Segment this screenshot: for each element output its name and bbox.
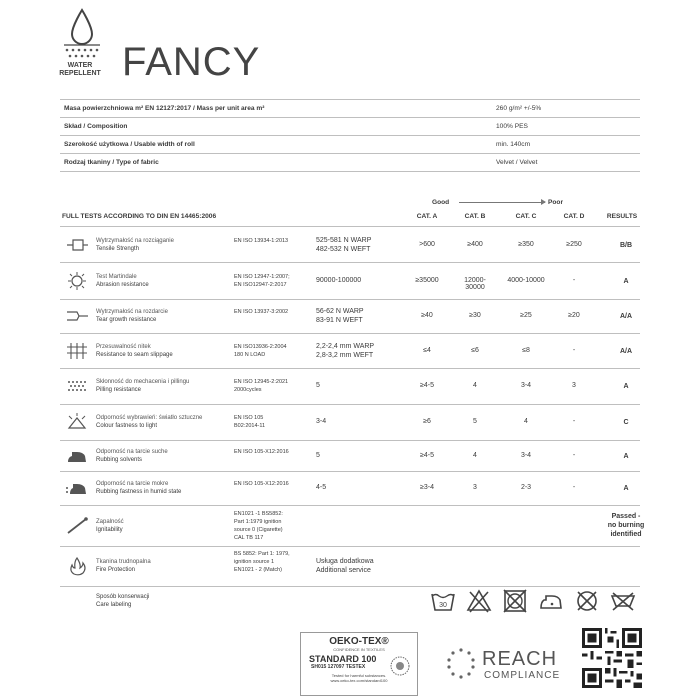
test-name <box>96 343 236 359</box>
cat-b-value: 5 <box>473 418 477 425</box>
std-line: EN1021 - 2 (Match) <box>234 567 282 573</box>
test-row <box>60 404 640 441</box>
spec-row <box>60 136 640 154</box>
rub-wet-icon <box>65 478 89 498</box>
test-row <box>60 227 640 263</box>
test-standard <box>234 343 314 359</box>
test-value <box>316 307 396 325</box>
value-line: Usługa dodatkowa <box>316 558 374 565</box>
test-name <box>96 448 236 464</box>
test-name-pl: Odporność na tarcie mokre <box>96 481 169 487</box>
cat-c-value: ≥25 <box>520 312 532 319</box>
rub-dry-icon <box>65 446 89 466</box>
test-name-en: Ignitability <box>96 527 123 533</box>
std-line: EN ISO 13937-3:2002 <box>234 309 289 315</box>
cat-b-value: ≥30 <box>469 312 481 319</box>
test-name-en: Abrasion resistance <box>96 282 149 288</box>
oeko-code: SH015 127097 TESTEX <box>311 664 366 670</box>
result-value <box>604 382 648 391</box>
std-line: EN ISO 105-X12:2016 <box>234 449 289 455</box>
std-line: source 0 (Cigarette) <box>234 527 283 533</box>
result-line: B/B <box>619 242 633 249</box>
result-value <box>604 418 648 427</box>
cat-c-value: 4000-10000 <box>507 277 545 284</box>
test-name <box>96 273 236 289</box>
oeko-seal-icon <box>389 655 411 677</box>
value-line: 3-4 <box>316 418 327 425</box>
result-value <box>604 452 648 461</box>
reach-stars-icon <box>444 646 478 680</box>
value-line: 4-5 <box>316 484 327 491</box>
test-name-pl: Skłonność do mechacenia i pillingu <box>96 379 190 385</box>
dry-flat-icon <box>610 588 636 614</box>
test-name-pl: Odporność na tarcie suche <box>96 449 168 455</box>
test-row <box>60 299 640 334</box>
result-line: A/A <box>619 348 633 355</box>
no-bleach-icon <box>466 588 492 614</box>
test-value <box>316 342 396 360</box>
std-line: B02:2014-11 <box>234 423 266 429</box>
test-name-en: Pilling resistance <box>96 387 142 393</box>
product-title: FANCY <box>122 40 261 84</box>
cat-c-value: ≥350 <box>518 241 534 248</box>
test-standard <box>234 448 314 456</box>
result-line: A/A <box>619 313 633 320</box>
result-value <box>604 347 648 356</box>
test-standard <box>234 414 314 430</box>
value-line: 5 <box>316 452 320 459</box>
tests-title: FULL TESTS ACCORDING TO DIN EN 14465:2006 <box>62 213 217 220</box>
std-line: 180 N LOAD <box>234 352 266 358</box>
ignition-icon <box>65 516 89 536</box>
std-line: EN ISO12947-2:2017 <box>234 282 287 288</box>
test-standard <box>234 237 314 245</box>
result-value <box>604 512 648 539</box>
col-cat-b: CAT. B <box>464 213 486 220</box>
test-value <box>316 276 396 285</box>
col-cat-a: CAT. A <box>416 213 438 220</box>
test-name-pl: Test Martindale <box>96 274 137 280</box>
test-value <box>316 557 396 575</box>
badge-line1: WATER <box>67 62 93 69</box>
test-name-en: Colour fastness to light <box>96 423 158 429</box>
cat-a-value: ≥35000 <box>415 277 439 284</box>
col-results: RESULTS <box>606 213 638 220</box>
cat-c-value: ≤8 <box>522 347 530 354</box>
pilling-icon <box>65 376 89 396</box>
result-value <box>604 312 648 321</box>
test-row <box>60 333 640 369</box>
result-line: Passed - <box>611 513 641 520</box>
std-line: EN ISO 13934-1:2013 <box>234 238 289 244</box>
test-value <box>316 417 396 426</box>
spec-label: Skład / Composition <box>64 123 128 130</box>
cat-b-value: 12000-30000 <box>464 277 486 291</box>
oeko-url: www.oeko-tex.com/standard100 <box>330 678 388 683</box>
std-line: 2000cycles <box>234 387 262 393</box>
test-row <box>60 546 640 587</box>
test-name-en: Rubbing fastness in humid state <box>96 489 182 495</box>
test-name-en: Fire Protection <box>96 567 136 573</box>
result-line: A <box>623 278 629 285</box>
test-name-pl: Zapalność <box>96 519 124 525</box>
cat-d-value: - <box>572 452 576 459</box>
value-line: 2,8-3,2 mm WEFT <box>316 352 374 359</box>
test-value <box>316 236 396 254</box>
wash-30-icon <box>430 588 456 614</box>
spec-value: Velvet / Velvet <box>496 159 538 166</box>
test-name-pl: Wytrzymałość na rozciąganie <box>96 238 174 244</box>
oeko-tex-label <box>300 632 418 696</box>
result-line: A <box>623 485 629 492</box>
col-cat-d: CAT. D <box>563 213 585 220</box>
care-labeling-label <box>96 593 149 609</box>
result-line: identified <box>610 531 642 538</box>
value-line: 90000-100000 <box>316 277 362 284</box>
test-name-en: Resistance to seam slippage <box>96 352 173 358</box>
oeko-title: OEKO-TEX® <box>329 636 389 647</box>
cat-b-value: 4 <box>473 452 477 459</box>
spec-value: 100% PES <box>496 123 528 130</box>
value-line: 482-532 N WEFT <box>316 246 371 253</box>
cat-a-value: ≤4 <box>423 347 431 354</box>
test-name-en: Tensile Strength <box>96 246 140 252</box>
test-row <box>60 440 640 472</box>
cat-d-value: ≥20 <box>568 312 580 319</box>
cat-c-value: 3-4 <box>520 382 532 389</box>
cat-d-value: - <box>572 347 576 354</box>
cat-c-value: 2-3 <box>520 484 532 491</box>
cat-b-value: ≤6 <box>471 347 479 354</box>
std-line: Part 1:1979 ignition <box>234 519 282 525</box>
test-name-pl: Wytrzymałość na rozdarcie <box>96 309 168 315</box>
std-line: EN ISO13936-2:2004 <box>234 344 287 350</box>
value-line: 5 <box>316 382 320 389</box>
test-name <box>96 518 236 534</box>
result-line: A <box>623 453 629 460</box>
result-value <box>604 241 648 250</box>
cat-d-value: - <box>572 418 576 425</box>
std-line: EN ISO 12947-1:2007; <box>234 274 290 280</box>
test-standard <box>234 480 314 488</box>
good-to-poor-arrow <box>459 202 545 203</box>
cat-c-value: 4 <box>524 418 528 425</box>
cat-b-value: 4 <box>473 382 477 389</box>
cat-d-value: - <box>572 277 576 284</box>
test-row <box>60 505 645 547</box>
seam-icon <box>65 341 89 361</box>
std-line: EN1021 -1 BS5852: <box>234 511 283 517</box>
care-pl: Sposób konserwacji <box>96 594 150 600</box>
care-en: Care labeling <box>96 602 132 608</box>
value-line: Additional service <box>316 567 371 574</box>
col-cat-c: CAT. C <box>515 213 537 220</box>
cat-b-value: 3 <box>473 484 477 491</box>
qr-code-icon[interactable] <box>582 628 642 688</box>
std-line: ignition source 1 <box>234 559 275 565</box>
test-value <box>316 381 396 390</box>
std-line: EN ISO 105-X12:2016 <box>234 481 289 487</box>
cat-a-value: ≥40 <box>421 312 433 319</box>
poor-label: Poor <box>548 199 564 206</box>
test-name-pl: Tkanina trudnopalna <box>96 559 151 565</box>
test-standard <box>234 550 314 574</box>
cat-a-value: >600 <box>419 241 435 248</box>
cat-b-value: ≥400 <box>467 241 483 248</box>
badge-line2: REPELLENT <box>59 70 101 77</box>
test-row <box>60 368 640 405</box>
spec-label: Rodzaj tkaniny / Type of fabric <box>64 159 159 166</box>
std-line: EN ISO 105 <box>234 415 264 421</box>
cat-d-value: - <box>572 484 576 491</box>
test-standard <box>234 510 314 542</box>
test-name <box>96 237 236 253</box>
wash-temp: 30 <box>439 602 447 609</box>
no-dry-clean-icon <box>574 588 600 614</box>
no-tumble-dry-icon <box>502 588 528 614</box>
light-icon <box>65 412 89 432</box>
test-value <box>316 451 396 460</box>
iron-low-icon <box>538 588 564 614</box>
result-line: no burning <box>607 522 645 529</box>
fire-icon <box>65 556 89 576</box>
test-name <box>96 308 236 324</box>
cat-a-value: ≥4-5 <box>420 382 434 389</box>
water-drop-icon <box>64 6 100 64</box>
test-name-en: Rubbing solvents <box>96 457 143 463</box>
result-line: C <box>623 419 629 426</box>
test-standard <box>234 378 314 394</box>
spec-row <box>60 118 640 136</box>
spec-label: Szerokość użytkowa / Usable width of roll <box>64 141 195 148</box>
test-name-pl: Przesuwalność nitek <box>96 344 151 350</box>
cat-d-value: 3 <box>572 382 576 389</box>
cat-d-value: ≥250 <box>566 241 582 248</box>
tensile-icon <box>65 235 89 255</box>
tear-icon <box>65 306 89 326</box>
test-standard <box>234 273 314 289</box>
test-value <box>316 483 396 492</box>
value-line: 2,2-2,4 mm WARP <box>316 343 375 350</box>
test-standard <box>234 308 314 316</box>
cat-a-value: ≥4-5 <box>420 452 434 459</box>
test-name <box>96 558 236 574</box>
test-name <box>96 414 236 430</box>
spec-value: min. 140cm <box>496 141 531 148</box>
test-row <box>60 262 640 300</box>
std-line: CAL TB 117 <box>234 535 264 541</box>
cat-a-value: ≥6 <box>423 418 431 425</box>
oeko-tested: Tested for harmful substances. <box>331 673 387 678</box>
spec-row <box>60 154 640 172</box>
value-line: 83-91 N WEFT <box>316 317 363 324</box>
spec-row <box>60 100 640 118</box>
test-name-pl: Odporność wybrawień: światło sztuczne <box>96 415 203 421</box>
good-label: Good <box>432 199 450 206</box>
test-name <box>96 480 236 496</box>
reach-title: REACH <box>482 648 558 670</box>
water-repellent-badge <box>54 62 106 78</box>
result-value <box>604 484 648 493</box>
value-line: 525-581 N WARP <box>316 237 372 244</box>
std-line: BS 5852: Part 1: 1979, <box>234 551 290 557</box>
spec-label: Masa powierzchniowa m² EN 12127:2017 / Mass per unit area m² <box>64 105 265 112</box>
test-name <box>96 378 236 394</box>
value-line: 56-62 N WARP <box>316 308 364 315</box>
martindale-icon <box>65 271 89 291</box>
result-value <box>604 277 648 286</box>
cat-a-value: ≥3-4 <box>420 484 434 491</box>
result-line: A <box>623 383 629 390</box>
spec-value: 260 g/m² +/-5% <box>496 105 542 112</box>
cat-c-value: 3-4 <box>520 452 532 459</box>
oeko-standard: STANDARD 100 <box>309 654 377 664</box>
reach-subtitle: COMPLIANCE <box>484 670 561 681</box>
test-row <box>60 471 640 506</box>
oeko-subtitle: CONFIDENCE IN TEXTILES <box>333 647 385 652</box>
std-line: EN ISO 12945-2:2021 <box>234 379 289 385</box>
test-name-en: Tear growth resistance <box>96 317 157 323</box>
